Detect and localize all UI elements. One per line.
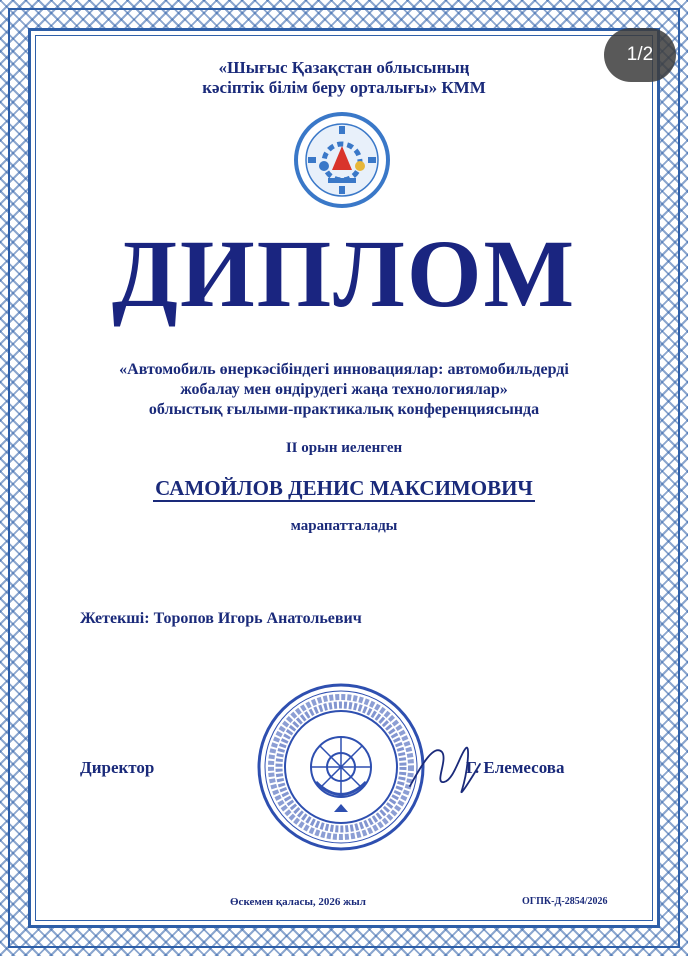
organization-line-1: «Шығыс Қазақстан облысының (218, 58, 470, 77)
director-label: Директор (80, 758, 155, 777)
conference-description (44, 360, 644, 420)
footer-city-year: Өскемен қаласы, 2026 жыл (230, 896, 366, 908)
page-indicator[interactable]: 1/2 (604, 28, 676, 82)
vocational-center-emblem-icon (294, 112, 390, 208)
place-awarded: II орын иеленген (285, 440, 403, 456)
conference-line-1: «Автомобиль өнеркәсібіндегі инновациялар: автомобильдерді (119, 361, 569, 378)
awarded-text: марапатталады (290, 518, 398, 534)
director-name: Г. Елемесова (466, 758, 565, 777)
conference-line-3: облыстық ғылыми-практикалық конференциясында (148, 401, 540, 418)
official-round-seal-icon (256, 682, 426, 852)
organization-line-2: кәсіптік білім беру орталығы» КММ (202, 78, 486, 97)
recipient-name: САМОЙЛОВ ДЕНИС МАКСИМОВИЧ (155, 476, 533, 500)
diploma-title: ДИПЛОМ (111, 220, 577, 327)
recipient-name-row (44, 476, 644, 501)
organization-header (44, 58, 644, 98)
diploma-content (44, 44, 644, 912)
conference-line-2: жобалау мен өндірудегі жаңа технологиялар» (180, 381, 508, 398)
footer-document-code: ОГПК-Д-2854/2026 (522, 896, 608, 907)
supervisor: Жетекші: Торопов Игорь Анатольевич (80, 610, 362, 627)
